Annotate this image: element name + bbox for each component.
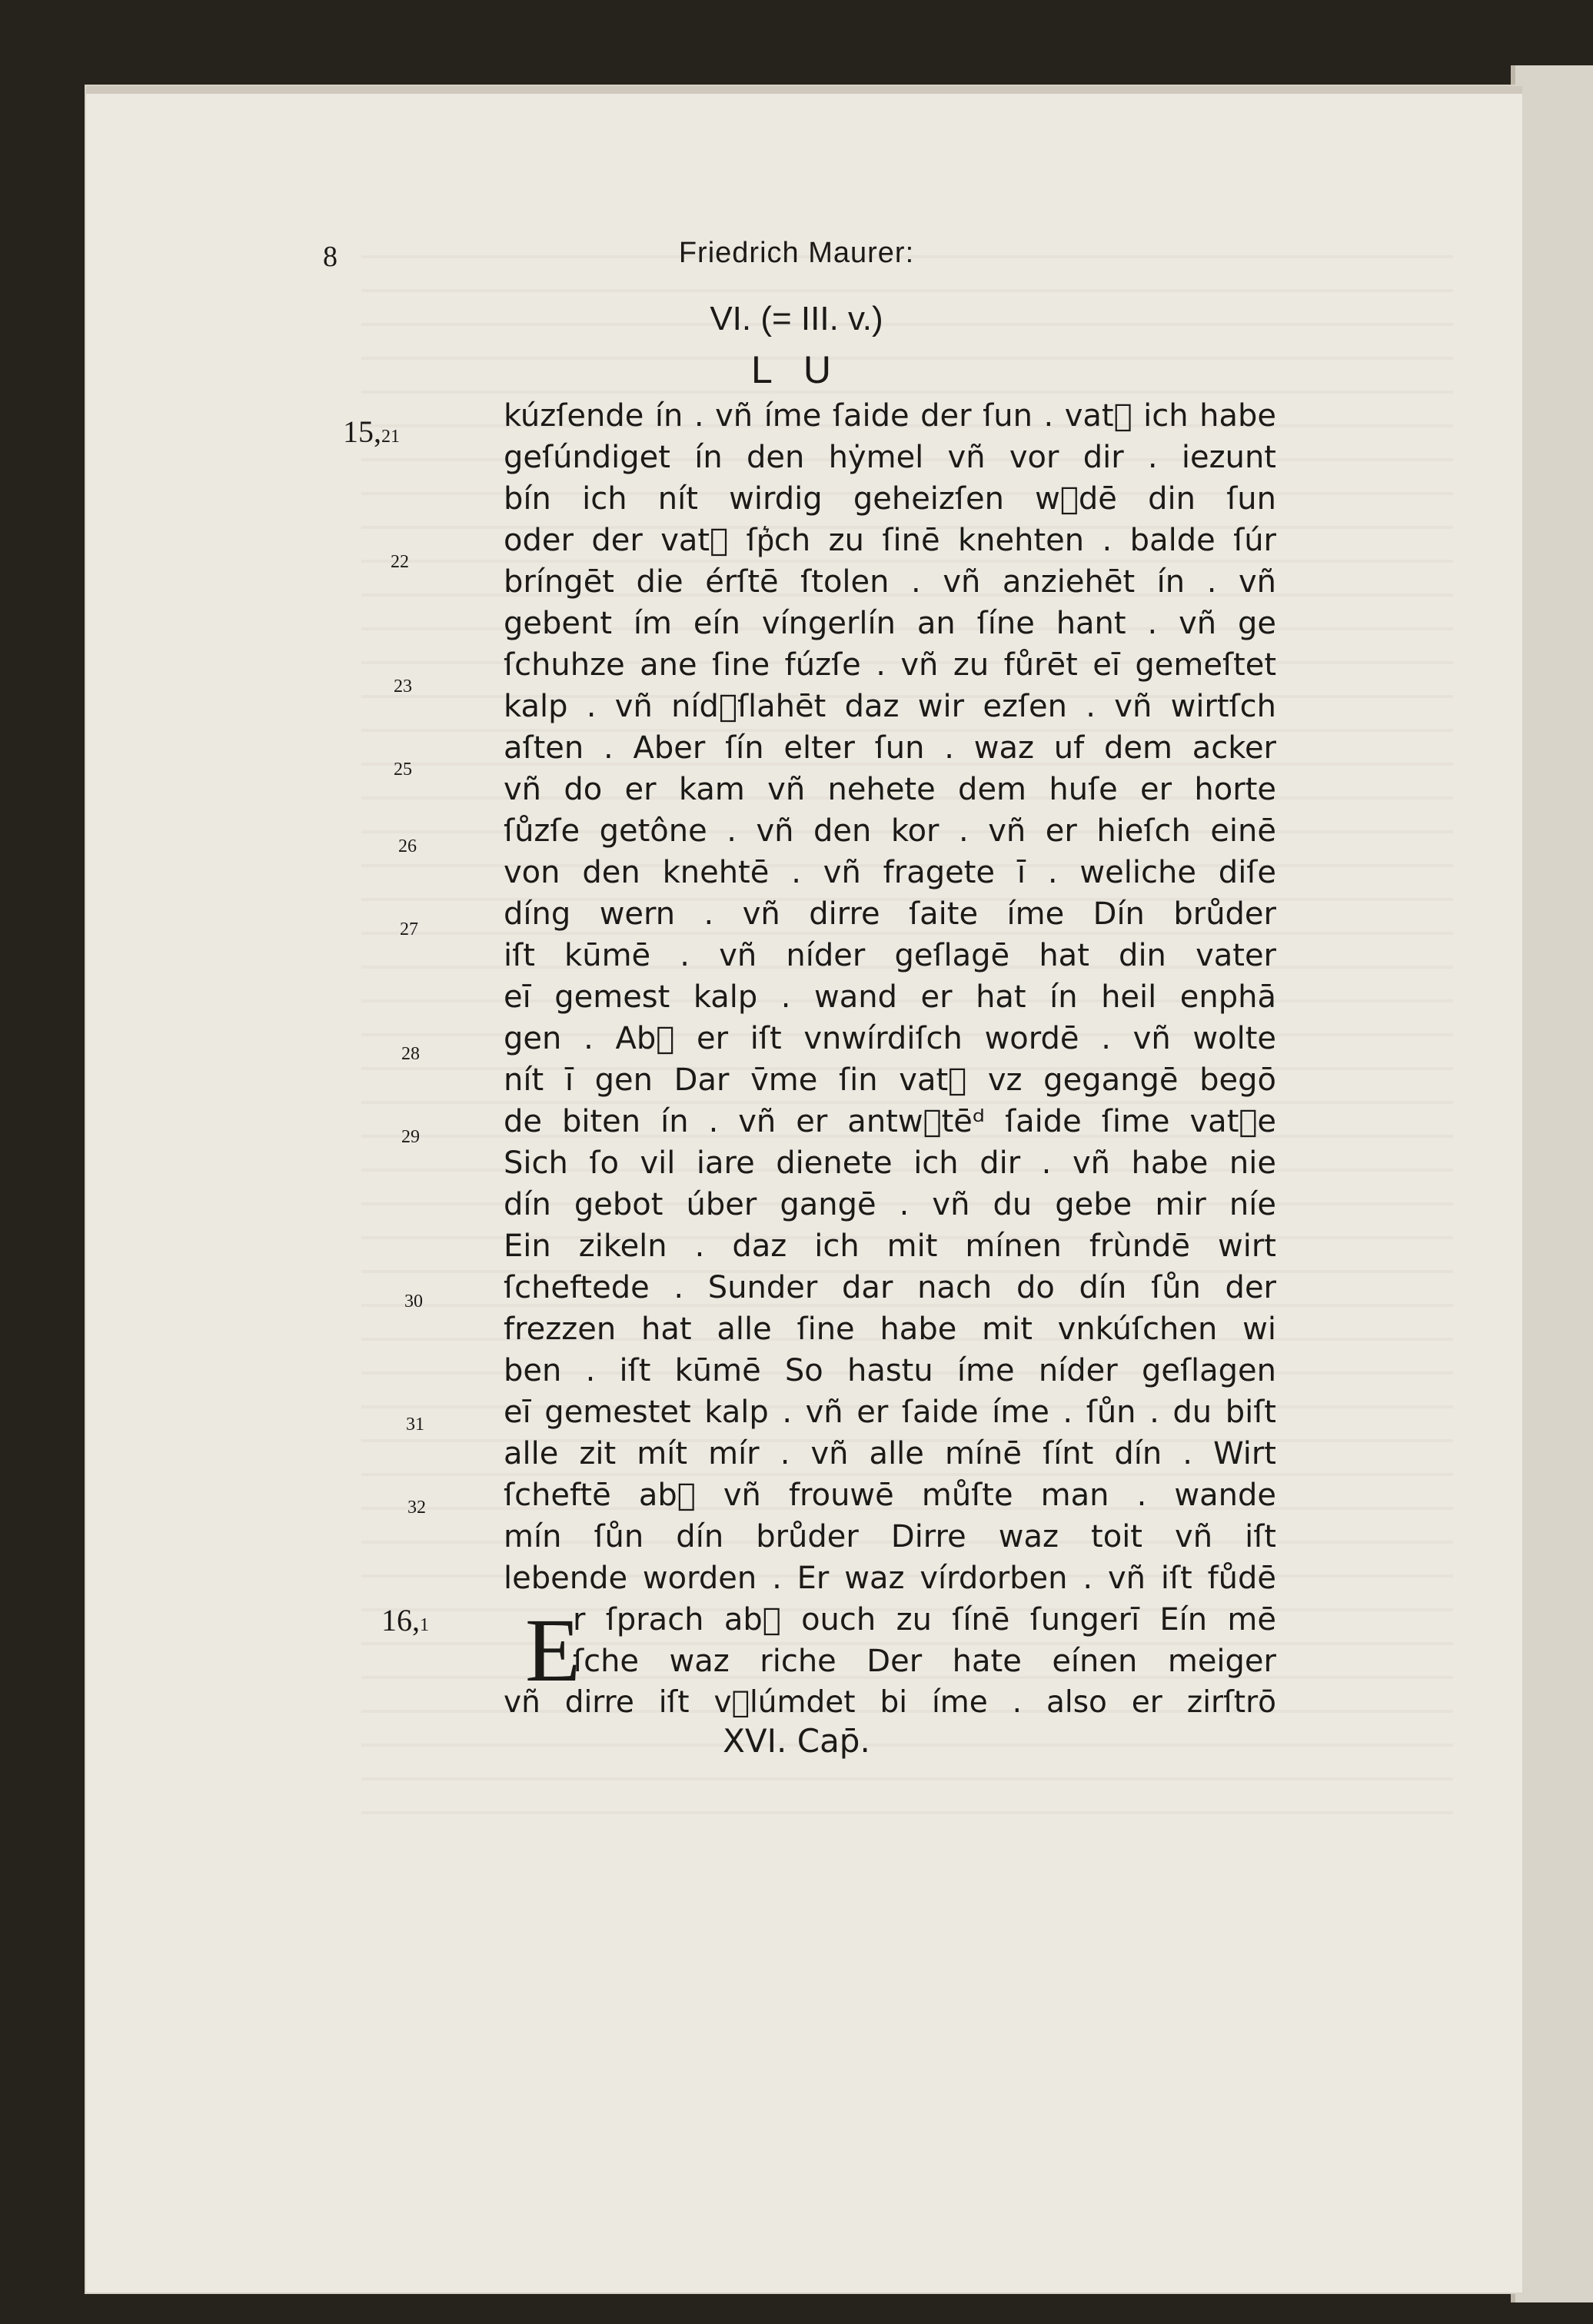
text-line: Ein zikeln . daz ich mit mínen frùndē wirt bbox=[504, 1228, 1276, 1264]
text-line: bín ich nít wirdig geheizſen w᷑dē din ſun bbox=[504, 481, 1276, 517]
text-line: gen . Ab᷑ er iſt vnwírdiſch wordē . vñ wolte bbox=[504, 1021, 1276, 1056]
verse-number: 27 bbox=[400, 919, 418, 939]
page-top-edge bbox=[86, 86, 1522, 94]
text-line: ſcheftē ab᷑ vñ frouwē můſte man . wande bbox=[504, 1478, 1276, 1513]
section-heading: VI. (= III. v.) bbox=[710, 300, 883, 337]
running-head: Friedrich Maurer: bbox=[678, 237, 915, 269]
text-line: de biten ín . vñ er antw᷑tēᵈ ſaide ſime vat᷑e bbox=[504, 1104, 1276, 1139]
text-line: eī gemestet kalp . vñ er ſaide íme . ſůn . du biſt bbox=[504, 1395, 1276, 1430]
text-line: Sich ſo vil iare dienete ich dir . vñ habe nie bbox=[504, 1145, 1276, 1181]
text-line: frezzen hat alle ſine habe mit vnkúſchen wi bbox=[504, 1312, 1276, 1347]
text-line: ſchuhze ane ſine fúzſe . vñ zu fůrēt eī gemeſtet bbox=[504, 647, 1276, 683]
verse-number: 21 bbox=[381, 427, 400, 447]
next-page-edge bbox=[1511, 65, 1593, 2302]
verse-number: 31 bbox=[406, 1415, 424, 1435]
initial-capital: E bbox=[525, 1600, 581, 1701]
verse-number: 25 bbox=[394, 760, 412, 780]
text-line: ſcheftede . Sunder dar nach do dín ſůn der bbox=[504, 1270, 1276, 1305]
text-line: ſůzſe getône . vñ den kor . vñ er hieſch einē bbox=[504, 813, 1276, 849]
chapter-number: 16, bbox=[381, 1603, 420, 1637]
verse-number: 30 bbox=[404, 1292, 423, 1312]
text-line: r ſprach ab᷑ ouch zu ſínē ſungerī Eín mē bbox=[573, 1602, 1276, 1637]
chapter-label: XVI. Cap̄. bbox=[723, 1722, 870, 1760]
verse-number: 26 bbox=[398, 836, 417, 856]
text-line: vñ dirre iſt v᷑lúmdet bi íme . also er zirſtrō bbox=[504, 1685, 1276, 1720]
text-line: dín gebot úber gangē . vñ du gebe mir níe bbox=[504, 1187, 1276, 1222]
text-line: eī gemest kalp . wand er hat ín heil enphā bbox=[504, 979, 1276, 1015]
text-line: iſt kūmē . vñ níder geſlagē hat din vater bbox=[504, 938, 1276, 973]
verse-number: 28 bbox=[401, 1044, 420, 1064]
verse-number: 32 bbox=[407, 1498, 426, 1518]
text-line: alle zit mít mír . vñ alle mínē ſínt dín . Wirt bbox=[504, 1436, 1276, 1471]
text-line: kalp . vñ níd᷑ſlahēt daz wir ezſen . vñ wirtſch bbox=[504, 689, 1276, 724]
text-line: gebent ím eín víngerlín an ſíne hant . vñ ge bbox=[504, 606, 1276, 641]
text-line: ben . iſt kūmē So hastu íme níder geſlagen bbox=[504, 1353, 1276, 1388]
verse-number: 1 bbox=[420, 1615, 429, 1635]
verse-number: 23 bbox=[394, 677, 412, 697]
text-line: geſúndiget ín den hẏmel vñ vor dir . iezunt bbox=[504, 440, 1276, 475]
text-line: oder der vat᷑ ſp͛ch zu ſinē knehten . balde ſúr bbox=[504, 523, 1276, 558]
page-number: 8 bbox=[323, 241, 338, 273]
text-line: díng wern . vñ dirre ſaite íme Dín brůder bbox=[504, 896, 1276, 932]
column-heading: L U bbox=[751, 348, 842, 391]
chapter-number: 15, bbox=[343, 414, 381, 449]
verse-marker bbox=[343, 414, 400, 450]
text-line: aſten . Aber ſín elter ſun . waz uf dem acker bbox=[504, 730, 1276, 766]
verse-number: 29 bbox=[401, 1127, 420, 1147]
verse-number: 22 bbox=[391, 552, 409, 572]
text-line: kúzſende ín . vñ íme ſaide der ſun . vat᷑ ich habe bbox=[504, 398, 1276, 434]
text-line: nít ī gen Dar v̄me ſin vat᷑ vz gegangē begō bbox=[504, 1062, 1276, 1098]
verse-marker bbox=[381, 1602, 429, 1638]
text-line: von den knehtē . vñ fragete ī . weliche diſe bbox=[504, 855, 1276, 890]
text-line: lebende worden . Er waz vírdorben . vñ iſt fůdē bbox=[504, 1561, 1276, 1596]
text-line: bríngēt die érſtē ſtolen . vñ anziehēt ín . vñ bbox=[504, 564, 1276, 600]
text-line: ſche waz riche Der hate eínen meiger bbox=[573, 1644, 1276, 1679]
text-line: vñ do er kam vñ nehete dem huſe er horte bbox=[504, 772, 1276, 807]
text-line: mín ſůn dín brůder Dirre waz toit vñ iſt bbox=[504, 1519, 1276, 1554]
